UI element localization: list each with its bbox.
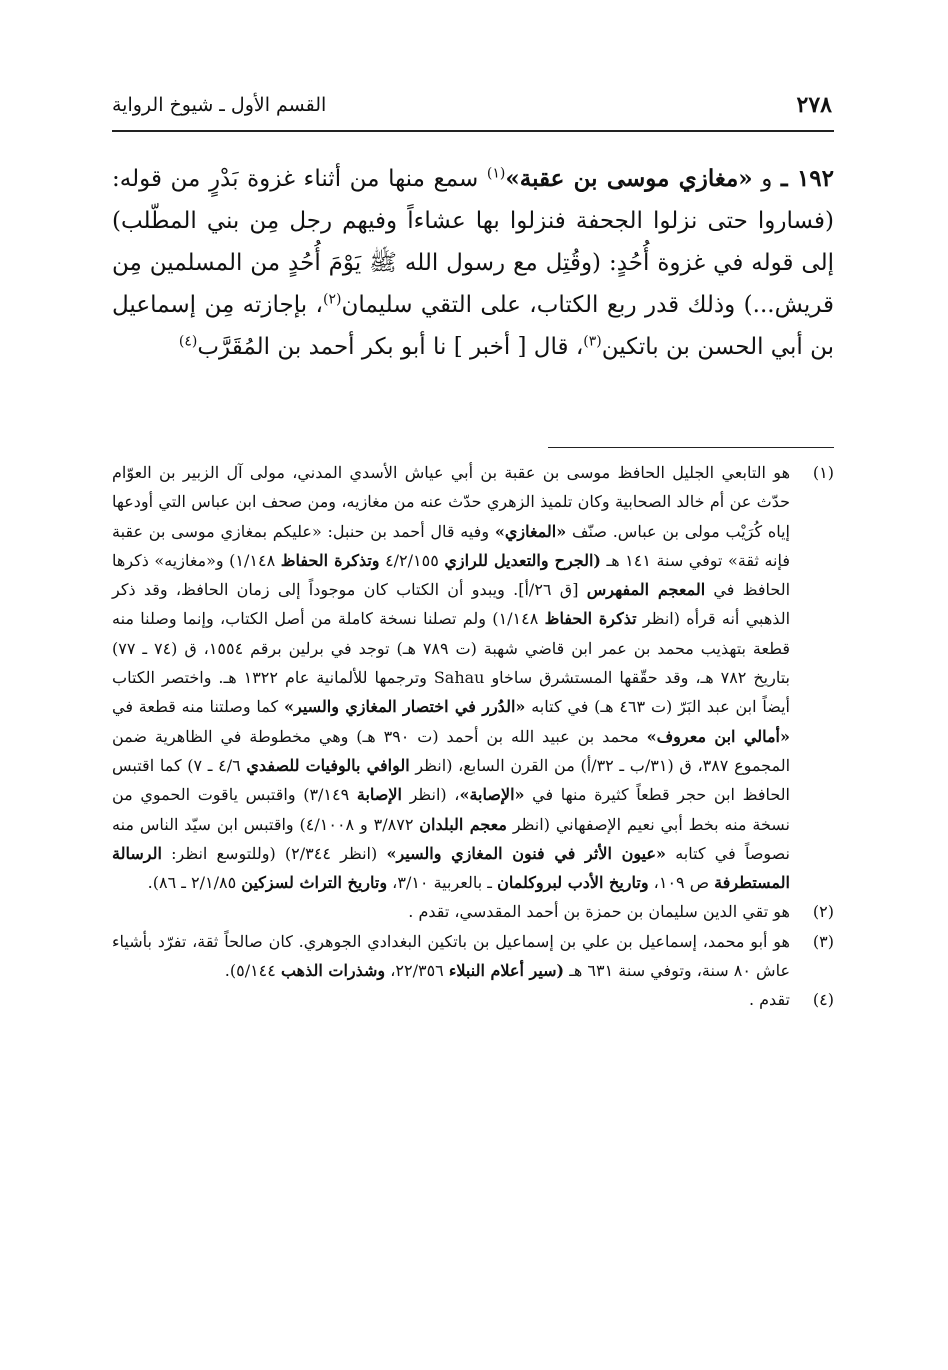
footnote-text: «عليكم بمغازي موسى بن عقبة فإنه ثقة» (112, 521, 791, 570)
footnote-citation: وتاريخ التراث لسزكين (241, 873, 388, 893)
footnote-citation: الوافي بالوفيات للصفدي (246, 755, 410, 775)
footnote-1 (112, 458, 834, 897)
footnote-citation: الإصابة (356, 785, 402, 805)
footnote-text: محمد بن عبيد الله بن أحمد (ت ٣٩٠ هـ) وهي مخطوطة في الظاهرية ضمن المجموع ٣٨٧، ق (٣١/ب ـ ٣٢/أ) من القرن السابع، (انظر (112, 726, 791, 775)
footnote-text: ٤/٦ ـ ٧) كما اقتبس الحافظ ابن حجر قطعاً كثيرة منها في (112, 755, 790, 805)
footnote-text: ١/١٤٨) ولم تصلنا نسخة كاملة من أصل الكتاب، وإنما وصلنا منه قطعة بتهذيب محمد بن عمر ابن قاضي شهبة (ت ٧٨٩ هـ) توجد في برلين برقم ١٥٥٤، ق (٧٤ ـ ٧٧) بتاريخ ٧٨٢ هـ، وقد حقّقها المستشرق ساخاو Sahau وترجمها للألمانية عام ١٣٢٢ هـ. واختصر الكتاب أيضاً ابن عبد البَرّ (ت ٤٦٣ هـ) في كتابه (112, 609, 791, 717)
main-text (112, 158, 834, 368)
footnote-ref-3: (٣) (583, 333, 602, 350)
footnote-citation: تذكرة الحفاظ (544, 609, 637, 629)
footnote-citation: الرسالة المستطرفة (112, 843, 790, 893)
footnote-text: ٣/١٤٩) واقتبس ياقوت الحموي من نسخة منه بخط أبي نعيم الإصفهاني (انظر (112, 785, 790, 834)
footnote-citation: «المغازي» (494, 521, 567, 541)
footnote-text: (انظر ٢/٣٤٤) (وللتوسع انظر: (161, 843, 387, 863)
entry-text-2: ، بإجازته مِن إسماعيل بن أبي الحسن بن باتكين (112, 292, 834, 360)
footnote-text: ص ١٠٩، (648, 873, 715, 893)
running-title: القسم الأول ـ شيوخ الرواية (112, 94, 327, 116)
footnote-text: ٢٢/٣٥٦، (385, 961, 449, 981)
footnote-citation: المعجم المفهرس (586, 580, 706, 600)
footnote-citation: وشذرات الذهب (280, 961, 386, 981)
footnote-text: ٢/١/٨٥ ـ ٨٦). (147, 873, 242, 893)
entry-connector: و (761, 166, 773, 192)
footnote-text: هو أبو محمد، إسماعيل بن علي بن إسماعيل بن باتكين البغدادي الجوهري. كان صالحاً ثقة، تفرّد بأشياء عاش ٨٠ سنة، وتوفي سنة ٦٣١ هـ (112, 931, 790, 981)
footnote-citation: (الجرح والتعديل للرازي (444, 550, 601, 570)
footnote-citation: «عيون الأثر في فنون المغازي والسير» (386, 843, 666, 863)
footnote-ref-1: (١) (486, 165, 506, 182)
footnote-citation: معجم البلدان (419, 814, 507, 834)
footnote-text: ٤/٢/١٥٥ (379, 550, 445, 570)
footnote-citation: «الإصابة» (459, 785, 525, 805)
header-divider (112, 130, 834, 132)
footnote-text: وفيه قال أحمد بن حنبل: (321, 521, 495, 541)
footnote-text: كما وصلتنا منه قطعة في (112, 697, 284, 717)
footnote-citation: (سير أعلام النبلاء (448, 961, 565, 981)
footnote-marker: (٤) (812, 990, 834, 1010)
entry-text-1: سمع منها من أثناء غزوة بَدْرٍ من قوله: (فساروا حتى نزلوا الجحفة فنزلوا بها عشاءاً وفيهم رجل مِن بني المطّلب) إلى قوله في غزوة أُحُدٍ: (وقُتِل مع رسول الله ﷺ يَوْمَ أُحُدٍ من المسلمين مِن قريش...) وذلك قدر ربع الكتاب، على التقي سليمان (112, 166, 834, 318)
footnote-ref-2: (٢) (322, 291, 342, 308)
footnote-text: تقدم . (748, 990, 790, 1010)
footnote-text: ١/١٤٨) و«مغازيه» ذكرها الحافظ في (112, 550, 791, 600)
entry-number: ١٩٢ ـ (780, 165, 834, 192)
entry-paragraph (112, 158, 834, 368)
footnote-text: ٥/١٤٤). (224, 961, 281, 981)
footnote-text: ـ بالعربية ٣/١٠، (387, 873, 498, 893)
footnote-text: ٣/٨٧٢ و ٤/١٠٠٨) واقتبس ابن سيّد الناس منه نصوصاً في كتابه (112, 814, 791, 863)
footnote-3 (112, 927, 834, 986)
page-header (112, 92, 832, 128)
footnote-2 (112, 897, 834, 926)
footnote-citation: وتاريخ الأدب لبروكلمان (497, 873, 649, 893)
footnote-marker: (٣) (812, 931, 834, 951)
footnote-marker: (٢) (812, 902, 834, 922)
footnotes (112, 458, 834, 1015)
footnote-text: هو التابعي الجليل الحافظ موسى بن عقبة بن أبي عياش الأسدي المدني، مولى آل الزبير بن العوّام حدّث عن أم خالد الصحابية وكان تلميذ الزهري حدّث عنه من مغازيه، ومن صحف ابن عباس التي أودعها إياه كُرَيْب مولى بن عباس. صنّف (112, 463, 790, 541)
entry-title: «مغازي موسى بن عقبة» (505, 165, 753, 192)
footnote-marker: (١) (812, 463, 834, 482)
footnote-citation: «أمالي ابن معروف» (646, 726, 790, 746)
footnote-text: [ق ٢٦/أ]. ويبدو أن الكتاب كان موجوداً إلى زمان الحافظ، وقد ذكر الذهبي أنه قرأه (انظر (112, 580, 791, 629)
page-number: ٢٧٨ (796, 92, 832, 118)
footnote-ref-4: (٤) (178, 333, 198, 350)
footnote-text: ، (انظر (401, 785, 460, 805)
footnote-citation: وتذكرة الحفاظ (280, 550, 380, 570)
footnote-text: توفي سنة ١٤١ هـ (601, 550, 729, 570)
entry-text-3: ، قال [ أخبر ] نا أبو بكر أحمد بن المُقَرَّب (197, 334, 584, 360)
footnote-text: هو تقي الدين سليمان بن حمزة بن أحمد المقدسي، تقدم . (408, 902, 790, 922)
footnote-citation: «الدُرر في اختصار المغازي والسير» (284, 697, 526, 717)
footnote-divider (548, 447, 834, 448)
footnote-4 (112, 985, 834, 1014)
